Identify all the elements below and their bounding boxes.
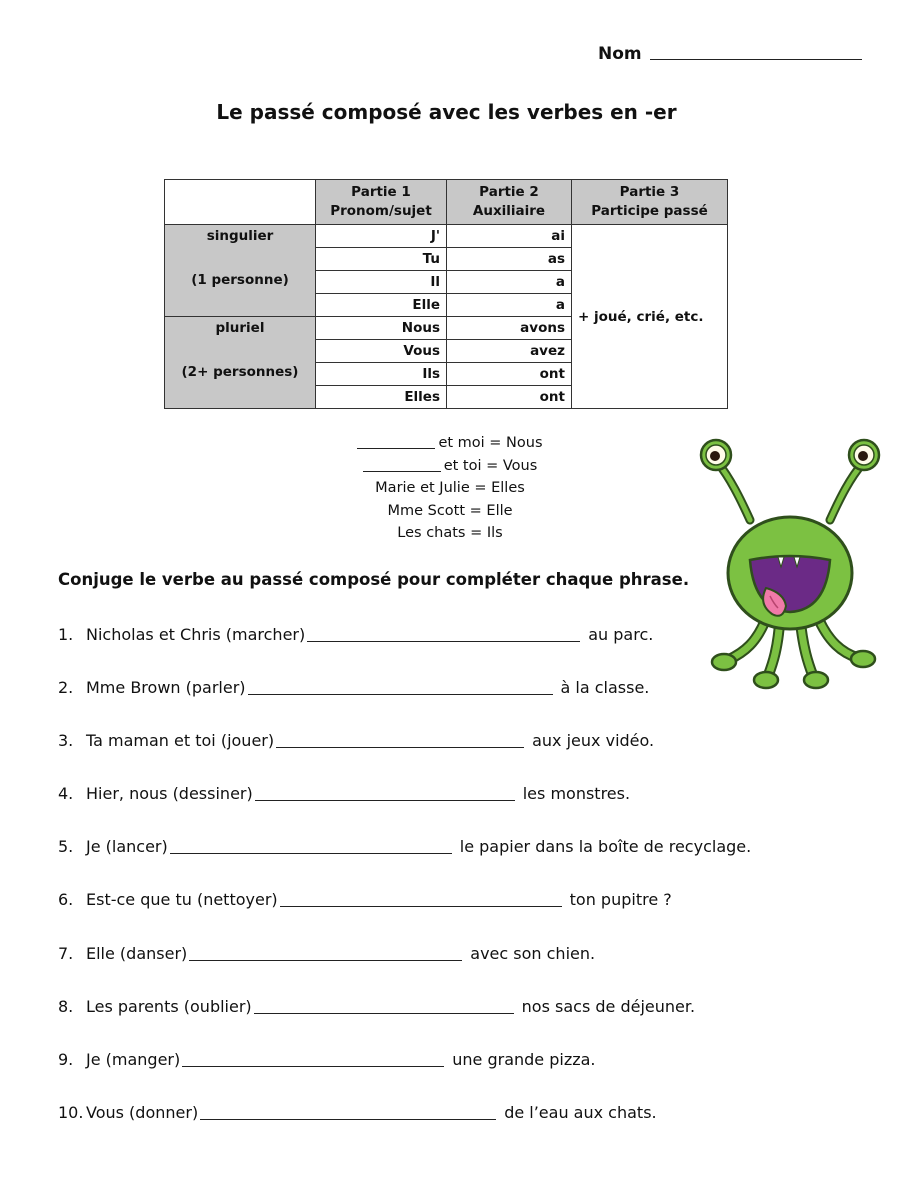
conjugation-table [164, 179, 728, 409]
exercise-number: 9. [58, 1049, 74, 1069]
exercise-ending: ton pupitre ? [569, 890, 672, 910]
list-item [58, 620, 751, 673]
list-item [58, 832, 751, 885]
answer-blank[interactable] [254, 999, 514, 1014]
list-item [58, 1098, 751, 1151]
green-monster-illustration [688, 428, 893, 698]
list-item [58, 726, 751, 779]
exercise-prompt: Mme Brown (parler) [86, 678, 246, 698]
list-item [58, 1045, 751, 1098]
table-header-partie-1 [316, 180, 447, 225]
exercise-number: 6. [58, 890, 74, 910]
note-line: Marie et Julie = Elles [375, 480, 525, 496]
note-line [300, 455, 600, 478]
note-line: Mme Scott = Elle [387, 502, 513, 519]
exercise-prompt: Hier, nous (dessiner) [86, 784, 253, 804]
table-header-partie-3 [572, 180, 728, 225]
table-row [165, 225, 728, 248]
answer-blank[interactable] [200, 1105, 496, 1120]
table-header-row [165, 180, 728, 225]
name-label: Nom [598, 44, 642, 64]
name-blank-line[interactable] [650, 45, 862, 60]
note-blank[interactable] [357, 434, 435, 449]
monster-antennae [718, 463, 863, 520]
pronoun-cell: Ils [316, 363, 447, 386]
exercise-list [58, 620, 751, 1151]
exercise-number: 1. [58, 625, 74, 644]
exercise-prompt: Est-ce que tu (nettoyer) [86, 890, 278, 910]
pronoun-cell: Elle [316, 294, 447, 317]
answer-blank[interactable] [255, 786, 515, 801]
answer-blank[interactable] [182, 1052, 444, 1067]
pronoun-cell: Nous [316, 317, 447, 340]
exercise-number: 10. [58, 1102, 84, 1122]
exercise-ending: les monstres. [522, 784, 631, 804]
pronoun-notes [300, 432, 600, 545]
header-line: Partie 2 [479, 184, 539, 200]
name-field[interactable] [598, 44, 862, 64]
answer-blank[interactable] [170, 839, 452, 854]
pluriel-label: pluriel [215, 320, 265, 336]
note-text: et toi = Vous [443, 457, 538, 474]
aux-cell: ont [447, 386, 572, 409]
exercise-ending: au parc. [588, 625, 654, 644]
exercise-number: 5. [58, 837, 74, 857]
note-line: Les chats = Ils [397, 525, 503, 541]
header-line: Partie 3 [619, 184, 680, 200]
answer-blank[interactable] [280, 892, 562, 907]
aux-cell: as [447, 248, 572, 271]
header-line: Auxiliaire [472, 203, 546, 219]
answer-blank[interactable] [248, 680, 553, 695]
header-line: Participe passé [591, 203, 708, 219]
exercise-ending: à la classe. [560, 678, 650, 698]
pluriel-sub: (2+ personnes) [181, 364, 299, 380]
exercise-prompt: Elle (danser) [86, 943, 188, 963]
pronoun-cell: Vous [316, 340, 447, 363]
exercise-ending: le papier dans la boîte de recyclage. [459, 837, 752, 857]
header-line: Pronom/sujet [330, 203, 432, 219]
answer-blank[interactable] [189, 946, 462, 961]
monster-eyes [701, 440, 879, 470]
list-item [58, 673, 751, 726]
answer-blank[interactable] [307, 627, 580, 642]
table-header-blank [165, 180, 316, 225]
exercise-ending: avec son chien. [470, 943, 596, 963]
note-text: et moi = Nous [438, 435, 543, 451]
aux-cell: avons [447, 317, 572, 340]
exercise-number: 4. [58, 784, 74, 804]
list-item [58, 992, 751, 1045]
instruction-text: Conjuge le verbe au passé composé pour compléter chaque phrase. [58, 570, 690, 589]
pronoun-cell: Tu [316, 248, 447, 271]
exercise-number: 8. [58, 996, 74, 1016]
pronoun-cell: Elles [316, 386, 447, 409]
aux-cell: ai [447, 225, 572, 248]
answer-blank[interactable] [276, 733, 524, 748]
singulier-sub: (1 personne) [191, 272, 289, 288]
exercise-prompt: Je (lancer) [86, 837, 168, 857]
exercise-ending: une grande pizza. [452, 1049, 596, 1069]
aux-cell: a [447, 294, 572, 317]
aux-cell: ont [447, 363, 572, 386]
singulier-cell [165, 225, 316, 317]
note-blank[interactable] [363, 457, 441, 472]
list-item [58, 939, 751, 992]
list-item [58, 885, 751, 938]
exercise-prompt: Les parents (oublier) [86, 996, 252, 1016]
exercise-number: 3. [58, 731, 74, 751]
pronoun-cell: Il [316, 271, 447, 294]
page-title: Le passé composé avec les verbes en -er [216, 100, 677, 124]
table-header-partie-2 [447, 180, 572, 225]
note-line [300, 432, 600, 455]
singulier-label: singulier [206, 228, 274, 244]
exercise-prompt: Nicholas et Chris (marcher) [86, 625, 306, 644]
exercise-ending: de l’eau aux chats. [504, 1102, 657, 1122]
exercise-ending: nos sacs de déjeuner. [521, 996, 696, 1016]
exercise-number: 7. [58, 943, 74, 963]
list-item [58, 779, 751, 832]
aux-cell: avez [447, 340, 572, 363]
exercise-number: 2. [58, 678, 74, 698]
participe-cell: + joué, crié, etc. [572, 225, 728, 409]
exercise-prompt: Je (manger) [86, 1049, 181, 1069]
pronoun-cell: J' [316, 225, 447, 248]
pluriel-cell [165, 317, 316, 409]
aux-cell: a [447, 271, 572, 294]
exercise-prompt: Vous (donner) [86, 1102, 199, 1122]
exercise-prompt: Ta maman et toi (jouer) [86, 731, 275, 751]
header-line: Partie 1 [351, 184, 411, 200]
exercise-ending: aux jeux vidéo. [532, 731, 655, 751]
